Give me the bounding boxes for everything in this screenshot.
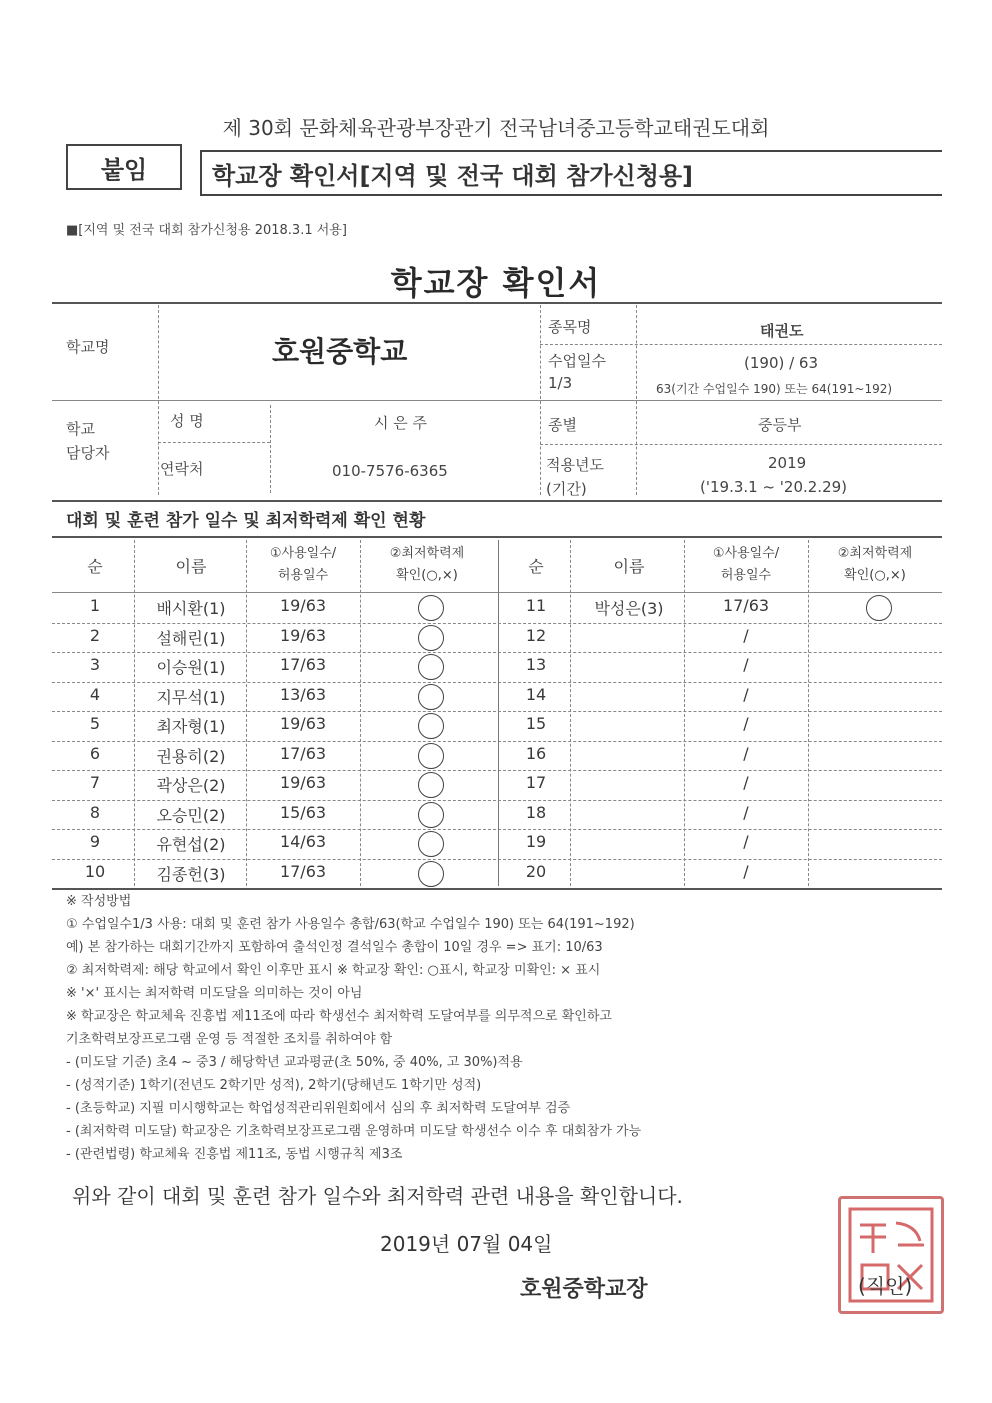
student-name: 곽상은(2) (156, 776, 226, 795)
kind-label: 종별 (548, 416, 577, 434)
seal-label: (직인) (858, 1274, 913, 1298)
student-name: 박성은(3) (594, 599, 664, 618)
confirm-date: 2019년 07월 04일 (380, 1232, 553, 1256)
note-line: 예) 본 참가하는 대회기간까지 포함하여 출석인정 결석일수 총합이 10일 경우 => 표기: 10/63 (66, 940, 603, 955)
note-line: - (최저학력 미도달) 학교장은 기초학력보장프로그램 운영하며 미도달 학생선수 이수 후 대회참가 가능 (66, 1124, 642, 1139)
min-achievement-check (866, 595, 892, 621)
section-title: 대회 및 훈련 참가 일수 및 최저학력제 확인 현황 (66, 511, 426, 531)
days-used: / (743, 773, 749, 792)
days-used: 19/63 (279, 596, 327, 615)
year-label-2: (기간) (546, 480, 587, 498)
days-used: 19/63 (279, 714, 327, 733)
year-label-1: 적용년도 (546, 456, 604, 474)
row-number: 18 (525, 802, 547, 822)
student-name: 권용히(2) (156, 746, 226, 766)
manager-contact: 010-7576-6365 (332, 462, 448, 480)
info-divider (540, 344, 942, 345)
note-line: ※ '×' 표시는 최저학력 미도달을 의미하는 것이 아님 (66, 986, 363, 1001)
days-used: / (743, 861, 749, 881)
student-name: 배시환(1) (156, 599, 226, 618)
form-note: ■[지역 및 전국 대회 참가신청용 2018.3.1 서용] (66, 223, 347, 238)
note-line: 기초학력보장프로그램 운영 등 적절한 조치를 취하여야 함 (66, 1032, 393, 1047)
document-title: 학교장 확인서[지역 및 전국 대회 참가신청용] (200, 150, 942, 196)
manager-name: 시 은 주 (374, 414, 428, 432)
note-line: - (성적기준) 1학기(전년도 2학기만 성적), 2학기(당해년도 1학기만 성적) (66, 1078, 482, 1093)
days-used: / (743, 655, 749, 674)
row-number: 3 (89, 655, 101, 674)
note-line: - (미도달 기준) 초4 ~ 중3 / 해당학년 교과평균(초 50%, 중 40%, 고 30%)적용 (66, 1055, 523, 1070)
row-number: 15 (525, 714, 547, 733)
info-top-border (52, 302, 942, 304)
col-divider (684, 540, 685, 886)
student-name: 이승원(1) (156, 658, 226, 677)
header-min-2: 확인(○,×) (396, 568, 458, 583)
days-used: / (743, 625, 749, 645)
sport-value: 태권도 (760, 322, 804, 340)
col-divider (570, 540, 571, 886)
school-label: 학교명 (66, 338, 110, 356)
row-number: 6 (89, 743, 101, 763)
form-title: 학교장 확인서 (390, 264, 602, 302)
attachment-tag: 붙임 (66, 144, 182, 190)
row-number: 1 (89, 596, 101, 615)
row-number: 14 (525, 684, 547, 704)
row-number: 2 (89, 625, 101, 645)
header-min-1: ②최저학력제 (389, 546, 465, 561)
days-used: 15/63 (279, 802, 327, 822)
signer-name: 호원중학교장 (520, 1277, 648, 1302)
days-used: / (743, 832, 749, 851)
info-divider (636, 305, 637, 495)
row-number: 11 (525, 596, 547, 615)
col-divider (246, 540, 247, 886)
min-achievement-check (418, 595, 444, 621)
info-divider (158, 305, 159, 495)
note-line: ※ 작성방법 (66, 894, 132, 909)
student-name: 오승민(2) (156, 805, 226, 825)
table-top-border (52, 536, 942, 538)
manager-label-2: 담당자 (66, 444, 110, 462)
student-name: 김종헌(3) (156, 864, 226, 884)
days-note: 63(기간 수업일수 190) 또는 64(191~192) (656, 382, 893, 396)
days-value: (190) / 63 (744, 354, 819, 372)
table-row-line (52, 829, 942, 830)
table-row-line (52, 682, 942, 683)
table-row-line (52, 770, 942, 771)
row-number: 12 (525, 625, 547, 645)
table-row-line (52, 711, 942, 712)
min-achievement-check (418, 831, 444, 857)
days-used: 17/63 (279, 743, 327, 763)
row-number: 9 (89, 832, 101, 851)
header-name: 이름 (175, 557, 207, 576)
header-days-2: 허용일수 (277, 568, 329, 583)
days-used: 14/63 (279, 832, 327, 851)
min-achievement-check (418, 743, 444, 769)
row-number: 16 (525, 743, 547, 763)
info-divider (270, 405, 271, 493)
days-used: 17/63 (279, 861, 327, 881)
table-row-line (52, 859, 942, 860)
days-used: / (743, 684, 749, 704)
info-mid-line (52, 400, 942, 401)
school-name: 호원중학교 (272, 335, 408, 368)
note-line: ※ 학교장은 학교체육 진흥법 제11조에 따라 학생선수 최저학력 도달여부를 의무적으로 확인하고 (66, 1009, 612, 1024)
days-used: 17/63 (722, 596, 770, 615)
header-no: 순 (528, 557, 544, 576)
row-number: 17 (525, 773, 547, 792)
min-achievement-check (418, 861, 444, 887)
min-achievement-check (418, 713, 444, 739)
table-row-line (52, 652, 942, 653)
table-bottom-border (52, 888, 942, 890)
header-days-2: 허용일수 (720, 568, 772, 583)
note-line: - (관련법령) 학교체육 진흥법 제11조, 동법 시행규칙 제3조 (66, 1147, 403, 1162)
student-name: 최자형(1) (156, 717, 226, 736)
info-bottom-border (52, 500, 942, 502)
header-min-2: 확인(○,×) (844, 568, 906, 583)
row-number: 19 (525, 832, 547, 851)
days-used: / (743, 802, 749, 822)
row-number: 13 (525, 655, 547, 674)
row-number: 20 (525, 861, 547, 881)
note-line: ① 수업일수1/3 사용: 대회 및 훈련 참가 사용일수 총합/63(학교 수업일수 190) 또는 64(191~192) (66, 917, 635, 932)
days-label-1: 수업일수 (548, 352, 606, 370)
info-divider (158, 442, 270, 443)
days-used: / (743, 743, 749, 763)
col-divider (808, 540, 809, 886)
header-min-1: ②최저학력제 (837, 546, 913, 561)
header-name: 이름 (613, 557, 645, 576)
header-days-1: ①사용일수/ (269, 546, 337, 561)
min-achievement-check (418, 654, 444, 680)
days-label-2: 1/3 (548, 374, 573, 392)
row-number: 4 (89, 684, 101, 704)
kind-value: 중등부 (758, 416, 802, 434)
days-used: 17/63 (279, 655, 327, 674)
header-days-1: ①사용일수/ (712, 546, 780, 561)
confirm-statement: 위와 같이 대회 및 훈련 참가 일수와 최저학력 관련 내용을 확인합니다. (72, 1184, 683, 1208)
col-divider (360, 540, 361, 886)
row-number: 10 (84, 861, 106, 881)
manager-name-label: 성 명 (170, 412, 204, 430)
row-number: 5 (89, 714, 101, 733)
student-name: 설해린(1) (156, 628, 226, 648)
table-row-line (52, 800, 942, 801)
row-number: 7 (89, 773, 101, 792)
year-value: 2019 (768, 454, 807, 472)
days-used: / (743, 714, 749, 733)
header-no: 순 (87, 557, 103, 576)
days-used: 19/63 (279, 773, 327, 792)
note-line: ② 최저학력제: 해당 학교에서 확인 이후만 표시 ※ 학교장 확인: ○표시, 학교장 미확인: × 표시 (66, 963, 601, 978)
days-used: 19/63 (279, 625, 327, 645)
info-divider (540, 305, 541, 495)
info-divider (540, 444, 942, 445)
student-name: 지무석(1) (156, 687, 226, 707)
min-achievement-check (418, 772, 444, 798)
min-achievement-check (418, 625, 444, 651)
min-achievement-check (418, 684, 444, 710)
row-number: 8 (89, 802, 101, 822)
competition-header: 제 30회 문화체육관광부장관기 전국남녀중고등학교태권도대회 (222, 116, 770, 140)
manager-contact-label: 연락처 (160, 460, 204, 478)
student-name: 유현섭(2) (156, 835, 226, 854)
sport-label: 종목명 (548, 318, 592, 336)
min-achievement-check (418, 802, 444, 828)
table-row-line (52, 623, 942, 624)
col-divider (134, 540, 135, 886)
year-period: ('19.3.1 ~ '20.2.29) (700, 478, 848, 496)
table-row-line (52, 741, 942, 742)
manager-label-1: 학교 (66, 420, 95, 438)
days-used: 13/63 (279, 684, 327, 704)
note-line: - (초등학교) 지필 미시행학교는 학업성적관리위원회에서 심의 후 최저학력 도달여부 검증 (66, 1101, 571, 1116)
col-divider (498, 540, 499, 886)
